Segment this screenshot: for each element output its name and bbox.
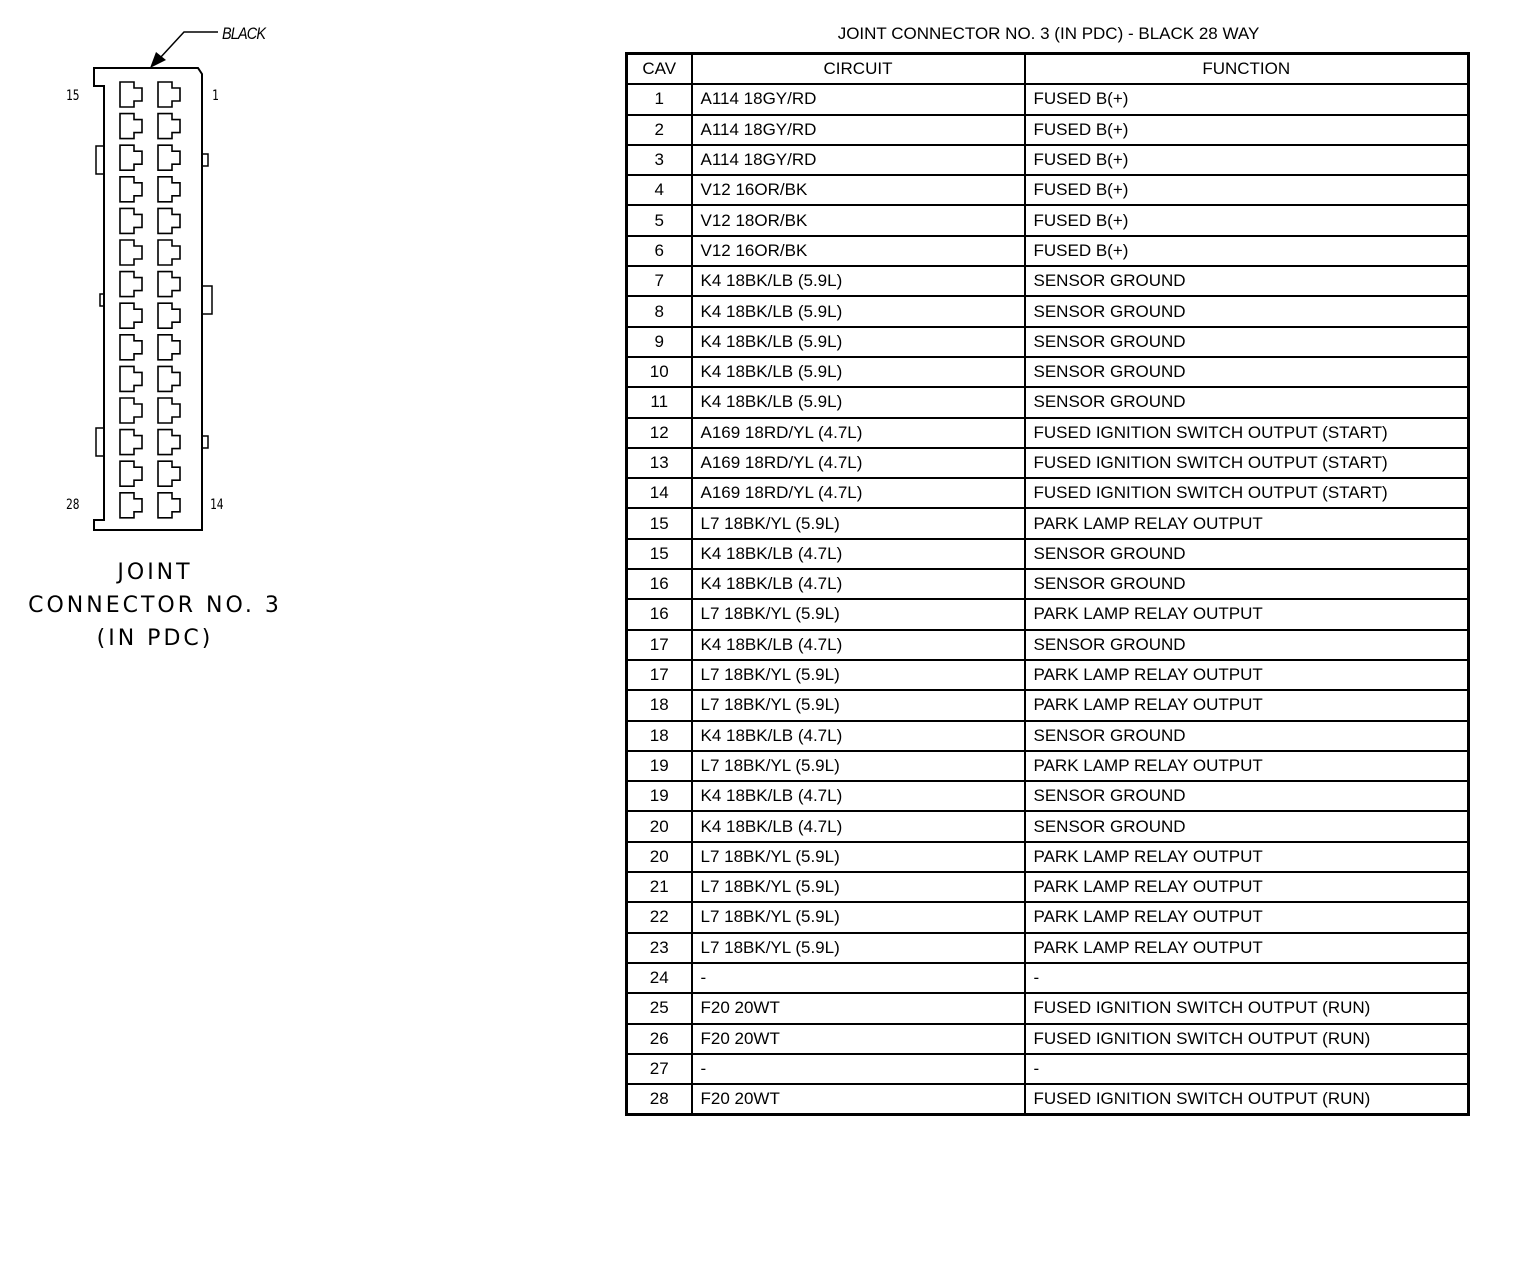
cell-function: SENSOR GROUND	[1025, 539, 1469, 569]
cell-circuit: A114 18GY/RD	[692, 115, 1025, 145]
cell-circuit: K4 18BK/LB (4.7L)	[692, 569, 1025, 599]
cell-cav: 4	[627, 175, 692, 205]
table-row	[627, 357, 1469, 387]
table-row	[627, 478, 1469, 508]
table-row	[627, 115, 1469, 145]
cell-cav: 26	[627, 1024, 692, 1054]
table-row	[627, 842, 1469, 872]
cell-cav: 10	[627, 357, 692, 387]
cell-function: FUSED B(+)	[1025, 115, 1469, 145]
cell-cav: 15	[627, 539, 692, 569]
cell-circuit: K4 18BK/LB (5.9L)	[692, 357, 1025, 387]
header-circuit: CIRCUIT	[692, 54, 1025, 85]
cell-circuit: A114 18GY/RD	[692, 84, 1025, 114]
cell-function: FUSED IGNITION SWITCH OUTPUT (RUN)	[1025, 1084, 1469, 1115]
cell-cav: 18	[627, 690, 692, 720]
cell-cav: 19	[627, 781, 692, 811]
cell-circuit: V12 16OR/BK	[692, 236, 1025, 266]
table-row	[627, 660, 1469, 690]
cell-function: FUSED B(+)	[1025, 205, 1469, 235]
connector-cavity	[120, 366, 142, 391]
cell-circuit: L7 18BK/YL (5.9L)	[692, 872, 1025, 902]
connector-cavity	[158, 272, 180, 297]
cell-circuit: L7 18BK/YL (5.9L)	[692, 508, 1025, 538]
cell-circuit: V12 18OR/BK	[692, 205, 1025, 235]
cell-circuit: K4 18BK/LB (5.9L)	[692, 387, 1025, 417]
table-row	[627, 933, 1469, 963]
cell-cav: 16	[627, 569, 692, 599]
table-row	[627, 872, 1469, 902]
cell-function: PARK LAMP RELAY OUTPUT	[1025, 902, 1469, 932]
connector-cavity	[158, 366, 180, 391]
cell-function: PARK LAMP RELAY OUTPUT	[1025, 842, 1469, 872]
cell-function: PARK LAMP RELAY OUTPUT	[1025, 690, 1469, 720]
side-tab	[96, 428, 104, 456]
cell-cav: 21	[627, 872, 692, 902]
cell-function: FUSED B(+)	[1025, 236, 1469, 266]
connector-cavity	[120, 398, 142, 423]
caption-line: CONNECTOR NO. 3	[28, 593, 282, 618]
connector-cavity	[120, 177, 142, 202]
side-tab	[96, 146, 104, 174]
cell-function: SENSOR GROUND	[1025, 296, 1469, 326]
table-row	[627, 418, 1469, 448]
cell-cav: 12	[627, 418, 692, 448]
connector-cavity	[158, 398, 180, 423]
table-row	[627, 993, 1469, 1023]
connector-cavity	[158, 240, 180, 265]
cell-cav: 18	[627, 721, 692, 751]
table-row	[627, 811, 1469, 841]
cell-function: SENSOR GROUND	[1025, 266, 1469, 296]
cell-circuit: L7 18BK/YL (5.9L)	[692, 599, 1025, 629]
table-row	[627, 236, 1469, 266]
cell-function: SENSOR GROUND	[1025, 781, 1469, 811]
cell-function: FUSED IGNITION SWITCH OUTPUT (RUN)	[1025, 1024, 1469, 1054]
cell-function: PARK LAMP RELAY OUTPUT	[1025, 872, 1469, 902]
cell-circuit: A169 18RD/YL (4.7L)	[692, 478, 1025, 508]
table-row	[627, 902, 1469, 932]
connector-cavity	[158, 493, 180, 518]
pin-label-1: 1	[212, 88, 219, 104]
connector-cavity	[120, 272, 142, 297]
cell-function: FUSED IGNITION SWITCH OUTPUT (RUN)	[1025, 993, 1469, 1023]
connector-body	[94, 68, 202, 530]
cell-circuit: L7 18BK/YL (5.9L)	[692, 751, 1025, 781]
table-row	[627, 84, 1469, 114]
cell-circuit: L7 18BK/YL (5.9L)	[692, 933, 1025, 963]
table-row	[627, 205, 1469, 235]
cell-function: PARK LAMP RELAY OUTPUT	[1025, 660, 1469, 690]
cavity-grid	[120, 82, 180, 518]
connector-cavity	[158, 208, 180, 233]
cell-function: PARK LAMP RELAY OUTPUT	[1025, 933, 1469, 963]
cell-cav: 7	[627, 266, 692, 296]
cell-cav: 23	[627, 933, 692, 963]
caption-line: JOINT	[117, 560, 193, 585]
connector-cavity	[158, 303, 180, 328]
cell-cav: 24	[627, 963, 692, 993]
table-title: JOINT CONNECTOR NO. 3 (IN PDC) - BLACK 28 WAY	[837, 24, 1260, 43]
cell-cav: 22	[627, 902, 692, 932]
cell-circuit: F20 20WT	[692, 1084, 1025, 1115]
header-cav: CAV	[627, 54, 692, 85]
cell-circuit: L7 18BK/YL (5.9L)	[692, 842, 1025, 872]
table-row	[627, 266, 1469, 296]
cell-function: FUSED IGNITION SWITCH OUTPUT (START)	[1025, 418, 1469, 448]
cell-circuit: A114 18GY/RD	[692, 145, 1025, 175]
table-row	[627, 539, 1469, 569]
connector-cavity	[158, 82, 180, 107]
connector-cavity	[120, 145, 142, 170]
table-row	[627, 963, 1469, 993]
cell-circuit: F20 20WT	[692, 993, 1025, 1023]
cell-cav: 28	[627, 1084, 692, 1115]
cell-cav: 13	[627, 448, 692, 478]
table-row	[627, 1084, 1469, 1115]
table-row	[627, 721, 1469, 751]
table-row	[627, 175, 1469, 205]
cell-circuit: K4 18BK/LB (4.7L)	[692, 811, 1025, 841]
connector-cavity	[158, 177, 180, 202]
cell-cav: 3	[627, 145, 692, 175]
cell-cav: 20	[627, 811, 692, 841]
table-row	[627, 145, 1469, 175]
connector-cavity	[120, 493, 142, 518]
cell-circuit: K4 18BK/LB (4.7L)	[692, 781, 1025, 811]
connector-cavity	[120, 208, 142, 233]
connector-cavity	[120, 303, 142, 328]
cell-function: FUSED B(+)	[1025, 145, 1469, 175]
connector-cavity	[158, 114, 180, 139]
connector-cavity	[158, 335, 180, 360]
connector-figure	[0, 0, 600, 700]
table-row	[627, 599, 1469, 629]
table-body	[627, 84, 1469, 1115]
cell-cav: 11	[627, 387, 692, 417]
pin-label-14: 14	[210, 497, 224, 513]
table-row	[627, 296, 1469, 326]
connector-cavity	[158, 145, 180, 170]
cell-cav: 20	[627, 842, 692, 872]
cell-function: FUSED B(+)	[1025, 175, 1469, 205]
table-header-row	[627, 54, 1469, 85]
cell-function: FUSED IGNITION SWITCH OUTPUT (START)	[1025, 448, 1469, 478]
cell-circuit: K4 18BK/LB (5.9L)	[692, 296, 1025, 326]
cell-cav: 15	[627, 508, 692, 538]
cell-cav: 14	[627, 478, 692, 508]
side-tab	[202, 286, 212, 314]
table-row	[627, 1024, 1469, 1054]
connector-cavity	[158, 430, 180, 455]
table-row	[627, 630, 1469, 660]
cell-circuit: K4 18BK/LB (4.7L)	[692, 630, 1025, 660]
table-row	[627, 569, 1469, 599]
cell-circuit: L7 18BK/YL (5.9L)	[692, 660, 1025, 690]
cell-cav: 9	[627, 327, 692, 357]
table-row	[627, 1054, 1469, 1084]
cell-function: PARK LAMP RELAY OUTPUT	[1025, 508, 1469, 538]
connector-cavity	[120, 461, 142, 486]
table-row	[627, 751, 1469, 781]
cell-circuit: V12 16OR/BK	[692, 175, 1025, 205]
pin-label-28: 28	[66, 497, 80, 513]
cell-circuit: -	[692, 963, 1025, 993]
cell-circuit: -	[692, 1054, 1025, 1084]
cell-circuit: L7 18BK/YL (5.9L)	[692, 902, 1025, 932]
connector-cavity	[120, 114, 142, 139]
cell-cav: 16	[627, 599, 692, 629]
pin-label-15: 15	[66, 88, 80, 104]
color-callout: BLACK	[222, 24, 266, 43]
cell-function: SENSOR GROUND	[1025, 811, 1469, 841]
cell-circuit: K4 18BK/LB (5.9L)	[692, 327, 1025, 357]
cell-cav: 25	[627, 993, 692, 1023]
table-row	[627, 508, 1469, 538]
cell-cav: 6	[627, 236, 692, 266]
connector-cavity	[158, 461, 180, 486]
cell-cav: 19	[627, 751, 692, 781]
cell-function: -	[1025, 963, 1469, 993]
callout-leader	[160, 32, 218, 58]
cell-cav: 5	[627, 205, 692, 235]
caption-line: (IN PDC)	[96, 626, 214, 651]
cell-function: SENSOR GROUND	[1025, 721, 1469, 751]
connector-cavity	[120, 430, 142, 455]
cell-cav: 17	[627, 660, 692, 690]
cell-function: SENSOR GROUND	[1025, 387, 1469, 417]
cell-circuit: K4 18BK/LB (4.7L)	[692, 721, 1025, 751]
cell-circuit: L7 18BK/YL (5.9L)	[692, 690, 1025, 720]
cell-cav: 1	[627, 84, 692, 114]
table-row	[627, 781, 1469, 811]
cell-circuit: A169 18RD/YL (4.7L)	[692, 418, 1025, 448]
cell-function: FUSED IGNITION SWITCH OUTPUT (START)	[1025, 478, 1469, 508]
pinout-table	[625, 52, 1470, 1116]
cell-cav: 27	[627, 1054, 692, 1084]
cell-cav: 2	[627, 115, 692, 145]
connector-cavity	[120, 240, 142, 265]
cell-cav: 17	[627, 630, 692, 660]
table-row	[627, 448, 1469, 478]
side-tab	[100, 294, 104, 306]
connector-cavity	[120, 335, 142, 360]
cell-function: SENSOR GROUND	[1025, 357, 1469, 387]
cell-function: -	[1025, 1054, 1469, 1084]
cell-cav: 8	[627, 296, 692, 326]
cell-function: PARK LAMP RELAY OUTPUT	[1025, 599, 1469, 629]
table-row	[627, 387, 1469, 417]
cell-circuit: A169 18RD/YL (4.7L)	[692, 448, 1025, 478]
cell-function: SENSOR GROUND	[1025, 630, 1469, 660]
table-row	[627, 327, 1469, 357]
table-row	[627, 690, 1469, 720]
cell-function: SENSOR GROUND	[1025, 327, 1469, 357]
cell-function: PARK LAMP RELAY OUTPUT	[1025, 751, 1469, 781]
connector-cavity	[120, 82, 142, 107]
cell-circuit: K4 18BK/LB (5.9L)	[692, 266, 1025, 296]
cell-circuit: F20 20WT	[692, 1024, 1025, 1054]
cell-circuit: K4 18BK/LB (4.7L)	[692, 539, 1025, 569]
header-function: FUNCTION	[1025, 54, 1469, 85]
cell-function: FUSED B(+)	[1025, 84, 1469, 114]
connector-caption	[0, 556, 310, 655]
cell-function: SENSOR GROUND	[1025, 569, 1469, 599]
